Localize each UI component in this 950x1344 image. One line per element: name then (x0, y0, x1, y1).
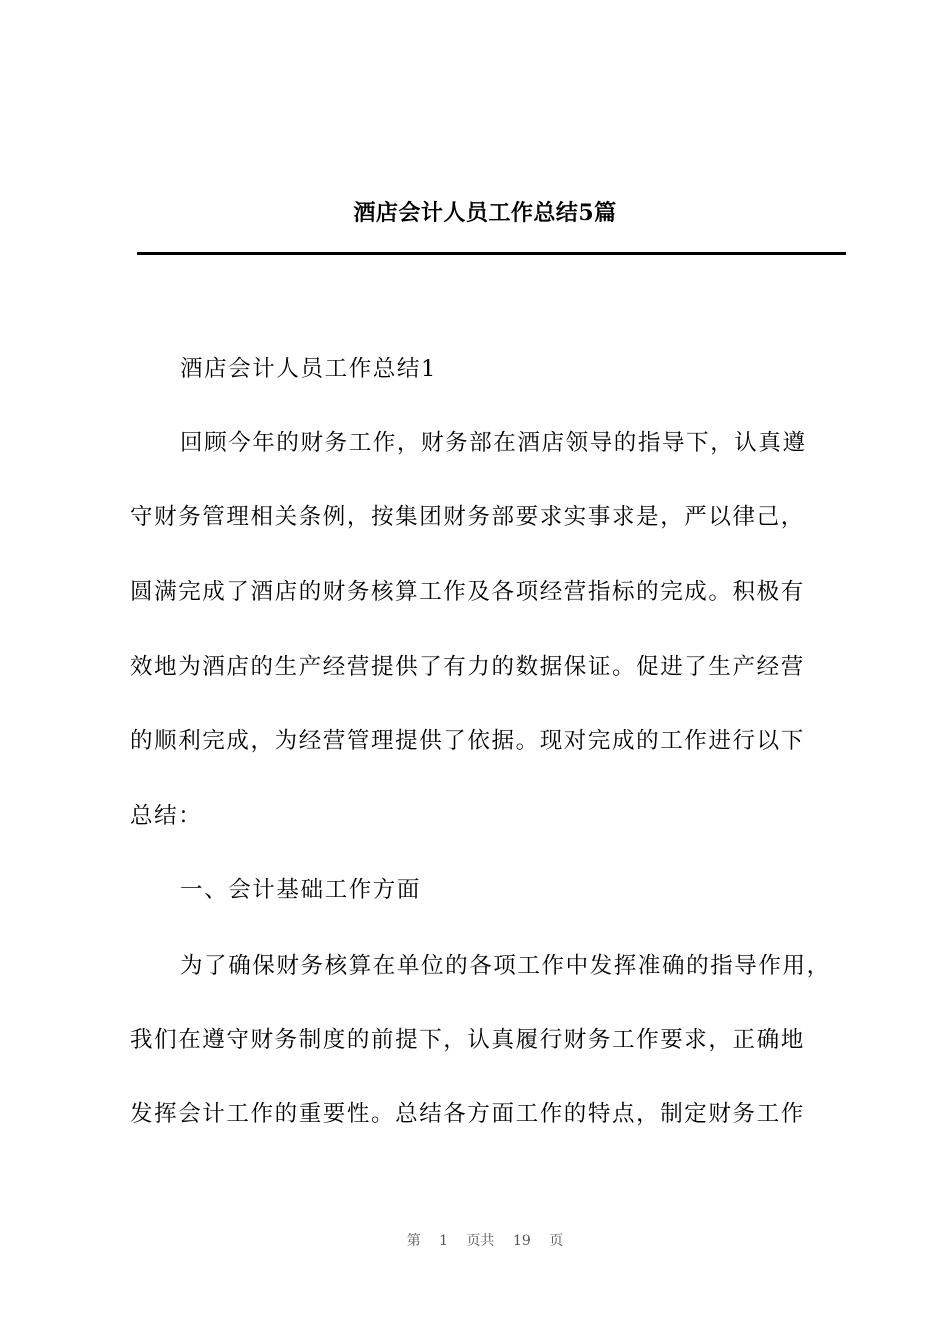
paragraph-line: 圆满完成了酒店的财务核算工作及各项经营指标的完成。积极有 (130, 579, 805, 605)
paragraph-line: 的顺利完成，为经营管理提供了依据。现对完成的工作进行以下 (130, 728, 805, 754)
paragraph-line: 总结： (130, 803, 203, 829)
paragraph-line: 守财务管理相关条例，按集团财务部要求实事求是，严以律己， (130, 504, 805, 530)
section-heading-1: 酒店会计人员工作总结1 (180, 356, 437, 382)
paragraph-line: 为了确保财务核算在单位的各项工作中发挥准确的指导作用， (180, 953, 831, 979)
paragraph-line: 我们在遵守财务制度的前提下，认真履行财务工作要求，正确地 (130, 1027, 805, 1053)
document-title: 酒店会计人员工作总结5篇 (353, 200, 617, 226)
paragraph-line: 回顾今年的财务工作，财务部在酒店领导的指导下，认真遵 (180, 430, 807, 456)
paragraph-line: 效地为酒店的生产经营提供了有力的数据保证。促进了生产经营 (130, 654, 805, 680)
page-footer: 第 1 页共 19 页 (406, 1233, 564, 1249)
subsection-heading: 一、会计基础工作方面 (180, 877, 422, 903)
title-underline (137, 252, 846, 255)
paragraph-line: 发挥会计工作的重要性。总结各方面工作的特点，制定财务工作 (130, 1101, 805, 1127)
